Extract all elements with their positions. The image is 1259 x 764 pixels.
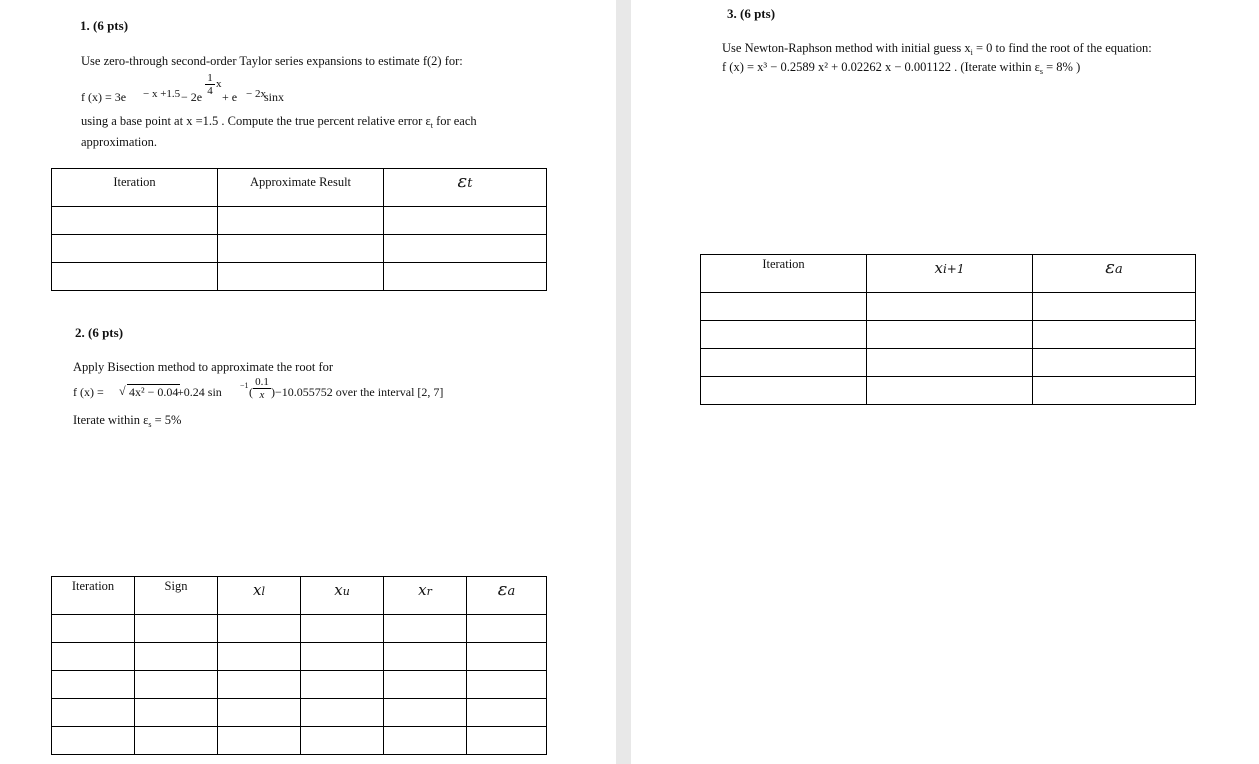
q1-prompt: Use zero-through second-order Taylor series expansions to estimate f(2) for: bbox=[81, 54, 463, 68]
table-row bbox=[701, 377, 1196, 405]
q3-header-ea-var: ε bbox=[1105, 257, 1115, 278]
q2-header-xl-var: x bbox=[253, 581, 262, 599]
table-cell[interactable] bbox=[467, 699, 547, 727]
page-gutter bbox=[616, 0, 631, 764]
table-cell[interactable] bbox=[52, 699, 135, 727]
q3-header-xi1 bbox=[867, 255, 1033, 293]
q2-header-xu-var: x bbox=[334, 581, 343, 599]
q1-line3: approximation. bbox=[81, 135, 158, 149]
q1-eq-plus: + e bbox=[222, 90, 238, 104]
q3-title: 3. (6 pts) bbox=[727, 6, 776, 21]
q2-header-iteration: Iteration bbox=[52, 577, 135, 615]
q1-header-iteration: Iteration bbox=[52, 169, 218, 207]
q1-eq-frac-den: 4 bbox=[207, 85, 213, 97]
table-cell[interactable] bbox=[135, 643, 218, 671]
q2-header-ea bbox=[467, 577, 547, 615]
q2-eq-mid: +0.24 sin bbox=[177, 385, 222, 399]
q1-equation bbox=[81, 70, 381, 110]
q2-eq-frac-num: 0.1 bbox=[253, 376, 271, 389]
table-cell[interactable] bbox=[52, 235, 218, 263]
table-cell[interactable] bbox=[384, 699, 467, 727]
table-cell[interactable] bbox=[384, 235, 547, 263]
table-row bbox=[52, 671, 547, 699]
q3-prompt-sub: i bbox=[970, 48, 973, 57]
q2-eq-sqrt: 4x² − 0.04 bbox=[129, 385, 179, 399]
table-cell[interactable] bbox=[1033, 321, 1196, 349]
q3-table bbox=[700, 254, 1196, 405]
q3-prompt bbox=[722, 41, 1152, 57]
page-right bbox=[631, 0, 1259, 764]
table-cell[interactable] bbox=[52, 727, 135, 755]
q2-iterate-tail: = 5% bbox=[151, 413, 182, 427]
q2-header-xr-var: x bbox=[418, 581, 427, 599]
q2-header-ea-sub: a bbox=[507, 584, 516, 599]
q2-table bbox=[51, 576, 547, 755]
q2-iterate-text: Iterate within ε bbox=[73, 413, 149, 427]
page-left bbox=[0, 0, 616, 764]
table-row bbox=[701, 349, 1196, 377]
q1-header-eps bbox=[384, 169, 547, 207]
table-cell[interactable] bbox=[52, 615, 135, 643]
table-cell[interactable] bbox=[301, 727, 384, 755]
q1-line2 bbox=[81, 114, 477, 130]
table-cell[interactable] bbox=[301, 699, 384, 727]
table-cell[interactable] bbox=[301, 643, 384, 671]
q3-header-xi1-sub: i+1 bbox=[942, 262, 965, 276]
table-cell[interactable] bbox=[52, 207, 218, 235]
q2-equation bbox=[73, 376, 493, 412]
table-cell[interactable] bbox=[52, 671, 135, 699]
table-cell[interactable] bbox=[384, 263, 547, 291]
table-cell[interactable] bbox=[218, 235, 384, 263]
q3-eq-tail: = 8% ) bbox=[1043, 60, 1081, 74]
table-cell[interactable] bbox=[701, 349, 867, 377]
table-cell[interactable] bbox=[701, 293, 867, 321]
q2-header-xr-sub: r bbox=[426, 585, 432, 598]
q1-table-header-row bbox=[52, 169, 547, 207]
table-cell[interactable] bbox=[384, 643, 467, 671]
table-cell[interactable] bbox=[218, 699, 301, 727]
table-cell[interactable] bbox=[701, 321, 867, 349]
table-cell[interactable] bbox=[218, 615, 301, 643]
table-row bbox=[52, 263, 547, 291]
q1-line2-tail: for each bbox=[432, 114, 477, 128]
table-cell[interactable] bbox=[1033, 293, 1196, 321]
q2-iterate-sub: s bbox=[148, 420, 152, 429]
q1-eq-frac bbox=[205, 72, 215, 97]
table-row bbox=[52, 615, 547, 643]
table-cell[interactable] bbox=[867, 321, 1033, 349]
q3-header-xi1-var: x bbox=[934, 259, 943, 277]
table-cell[interactable] bbox=[867, 349, 1033, 377]
table-row bbox=[701, 293, 1196, 321]
table-row bbox=[52, 235, 547, 263]
q3-eq-sub: s bbox=[1039, 67, 1043, 76]
table-cell[interactable] bbox=[218, 643, 301, 671]
q3-equation bbox=[722, 60, 1080, 76]
q2-eq-frac bbox=[253, 376, 271, 401]
q2-eq-paren-open: ( bbox=[249, 385, 253, 399]
q1-table bbox=[51, 168, 547, 291]
q1-eq-tail: sinx bbox=[264, 90, 285, 104]
q2-eq-paren-close: ) bbox=[271, 385, 275, 399]
table-cell[interactable] bbox=[384, 615, 467, 643]
sqrt-sign: √ bbox=[119, 384, 126, 398]
table-cell[interactable] bbox=[135, 727, 218, 755]
q3-header-iteration: Iteration bbox=[701, 255, 867, 293]
q1-header-approx: Approximate Result bbox=[218, 169, 384, 207]
q2-header-ea-var: ε bbox=[497, 579, 508, 600]
table-cell[interactable] bbox=[867, 293, 1033, 321]
q2-header-xl-sub: l bbox=[261, 585, 265, 598]
table-cell[interactable] bbox=[135, 671, 218, 699]
q2-iterate bbox=[73, 413, 181, 429]
q2-header-xr bbox=[384, 577, 467, 615]
q1-eq-exp2: − 2x bbox=[246, 88, 266, 100]
table-row bbox=[701, 321, 1196, 349]
q3-prompt-tail: = 0 to find the root of the equation: bbox=[972, 41, 1152, 55]
q2-eq-tail: −10.055752 over the interval [2, 7] bbox=[275, 385, 444, 399]
q1-line2-sub: t bbox=[430, 121, 433, 130]
q1-eq-lhs: f (x) = 3e bbox=[81, 90, 127, 104]
table-cell[interactable] bbox=[384, 207, 547, 235]
table-cell[interactable] bbox=[218, 727, 301, 755]
q1-header-eps-symbol: ε bbox=[457, 171, 468, 192]
q1-header-eps-sub: t bbox=[467, 176, 473, 191]
q2-eq-lhs: f (x) = bbox=[73, 385, 104, 399]
q2-header-xu bbox=[301, 577, 384, 615]
q2-header-xl bbox=[218, 577, 301, 615]
table-cell[interactable] bbox=[701, 377, 867, 405]
table-cell[interactable] bbox=[867, 377, 1033, 405]
table-cell[interactable] bbox=[467, 727, 547, 755]
q2-eq-inv: −1 bbox=[240, 381, 249, 390]
q2-title: 2. (6 pts) bbox=[75, 325, 124, 340]
table-cell[interactable] bbox=[384, 727, 467, 755]
q1-title: 1. (6 pts) bbox=[80, 18, 129, 33]
table-cell[interactable] bbox=[218, 263, 384, 291]
table-cell[interactable] bbox=[52, 643, 135, 671]
q2-prompt: Apply Bisection method to approximate the root for bbox=[73, 360, 334, 374]
table-cell[interactable] bbox=[1033, 349, 1196, 377]
q2-table-header-row bbox=[52, 577, 547, 615]
table-cell[interactable] bbox=[384, 671, 467, 699]
q1-line2-text: using a base point at x =1.5 . Compute the true percent relative error ε bbox=[81, 114, 431, 128]
table-cell[interactable] bbox=[467, 643, 547, 671]
q3-table-header-row bbox=[701, 255, 1196, 293]
table-row bbox=[52, 727, 547, 755]
q1-eq-mid: − 2e bbox=[181, 90, 203, 104]
table-cell[interactable] bbox=[301, 615, 384, 643]
q3-header-ea bbox=[1033, 255, 1196, 293]
table-cell[interactable] bbox=[135, 615, 218, 643]
q3-prompt-text: Use Newton-Raphson method with initial guess x bbox=[722, 41, 971, 55]
table-cell[interactable] bbox=[218, 207, 384, 235]
table-row bbox=[52, 643, 547, 671]
table-cell[interactable] bbox=[467, 671, 547, 699]
q1-eq-frac-num: 1 bbox=[205, 72, 215, 85]
table-cell[interactable] bbox=[1033, 377, 1196, 405]
q1-eq-exp1: − x +1.5 bbox=[143, 88, 181, 100]
q2-header-xu-sub: u bbox=[342, 585, 350, 598]
table-row bbox=[52, 699, 547, 727]
q2-header-sign: Sign bbox=[135, 577, 218, 615]
q1-eq-x: x bbox=[216, 78, 222, 90]
table-cell[interactable] bbox=[301, 671, 384, 699]
table-cell[interactable] bbox=[52, 263, 218, 291]
q2-eq-frac-den: x bbox=[259, 389, 265, 401]
table-row bbox=[52, 207, 547, 235]
q3-header-ea-sub: a bbox=[1114, 262, 1123, 277]
q3-eq-text: f (x) = x³ − 0.2589 x² + 0.02262 x − 0.001122 . (Iterate within ε bbox=[722, 60, 1040, 74]
table-cell[interactable] bbox=[218, 671, 301, 699]
table-cell[interactable] bbox=[467, 615, 547, 643]
table-cell[interactable] bbox=[135, 699, 218, 727]
